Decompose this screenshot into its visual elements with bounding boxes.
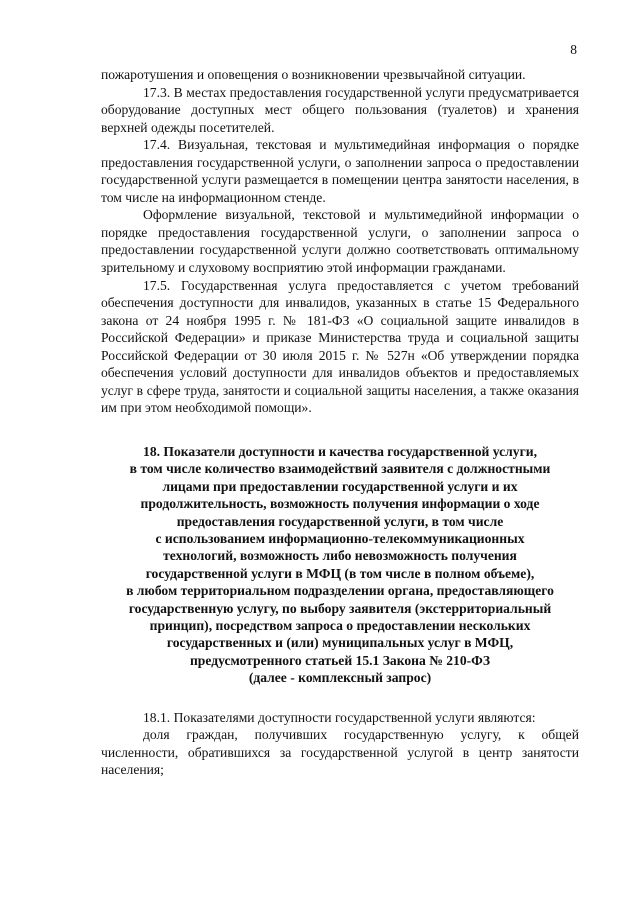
paragraph-info-design: Оформление визуальной, текстовой и мультимедийной информации о порядке предоставления государственной услуги, о заполнении запроса о предоставлении государственной услуги должно соответствовать оптимальному зрительному и слуховому восприятию этой информации гражданами. [101,207,579,276]
document-body [101,66,579,779]
paragraph-citizens-share: доля граждан, получивших государственную услугу, к общей численности, обратившихся за государственной услугой в центр занятости населения; [101,727,579,778]
paragraph-fire-alert-continuation: пожаротушения и оповещения о возникновении чрезвычайной ситуации. [101,67,526,82]
section-gap [101,417,579,443]
paragraph-17-5: 17.5. Государственная услуга предоставляется с учетом требований обеспечения доступности для инвалидов, указанных в статье 15 Федерального закона от 24 ноября 1995 г. № 181-ФЗ «О социальной защите инвалидов в Российской Федерации» и приказе Министерства труда и социальной защиты Российской Федерации от 30 июля 2015 г. № 527н «Об утверждении порядка обеспечения условий доступности для инвалидов объектов и предоставляемых услуг в сфере труда, занятости и социальной защиты населения, а также оказания им при этом необходимой помощи». [101,277,579,416]
paragraph-17-3: 17.3. В местах предоставления государственной услуги предусматривается оборудование доступных мест общего пользования (туалетов) и хранения верхней одежды посетителей. [101,84,579,135]
section-18-heading: 18. Показатели доступности и качества государственной услуги, в том числе количество взаимодействий заявителя с должностными лицами при предоставлении государственной услуги и их продолжительность, возможность получения информации о ходе предоставления государственной услуги, в том числе с использованием информационно-телекоммуникационных технологий, возможность либо невозможность получения государственной услуги в МФЦ (в том числе в полном объеме), в любом территориальном подразделении органа, предоставляющего государственную услугу, по выбору заявителя (экстерриториальный принцип), посредством запроса о предоставлении нескольких государственных и (или) муниципальных услуг в МФЦ, предусмотренного статьей 15.1 Закона № 210-ФЗ (далее - комплексный запрос) [126,443,554,686]
page-number: 8 [570,42,577,57]
paragraph-18-1: 18.1. Показателями доступности государственной услуги являются: [143,709,536,725]
section-gap [101,687,579,709]
paragraph-17-4: 17.4. Визуальная, текстовая и мультимедийная информация о порядке предоставления государственной услуги, о заполнении запроса о предоставлении государственной услуги размещается в помещении центра занятости населения, в том числе на информационном стенде. [101,137,579,205]
